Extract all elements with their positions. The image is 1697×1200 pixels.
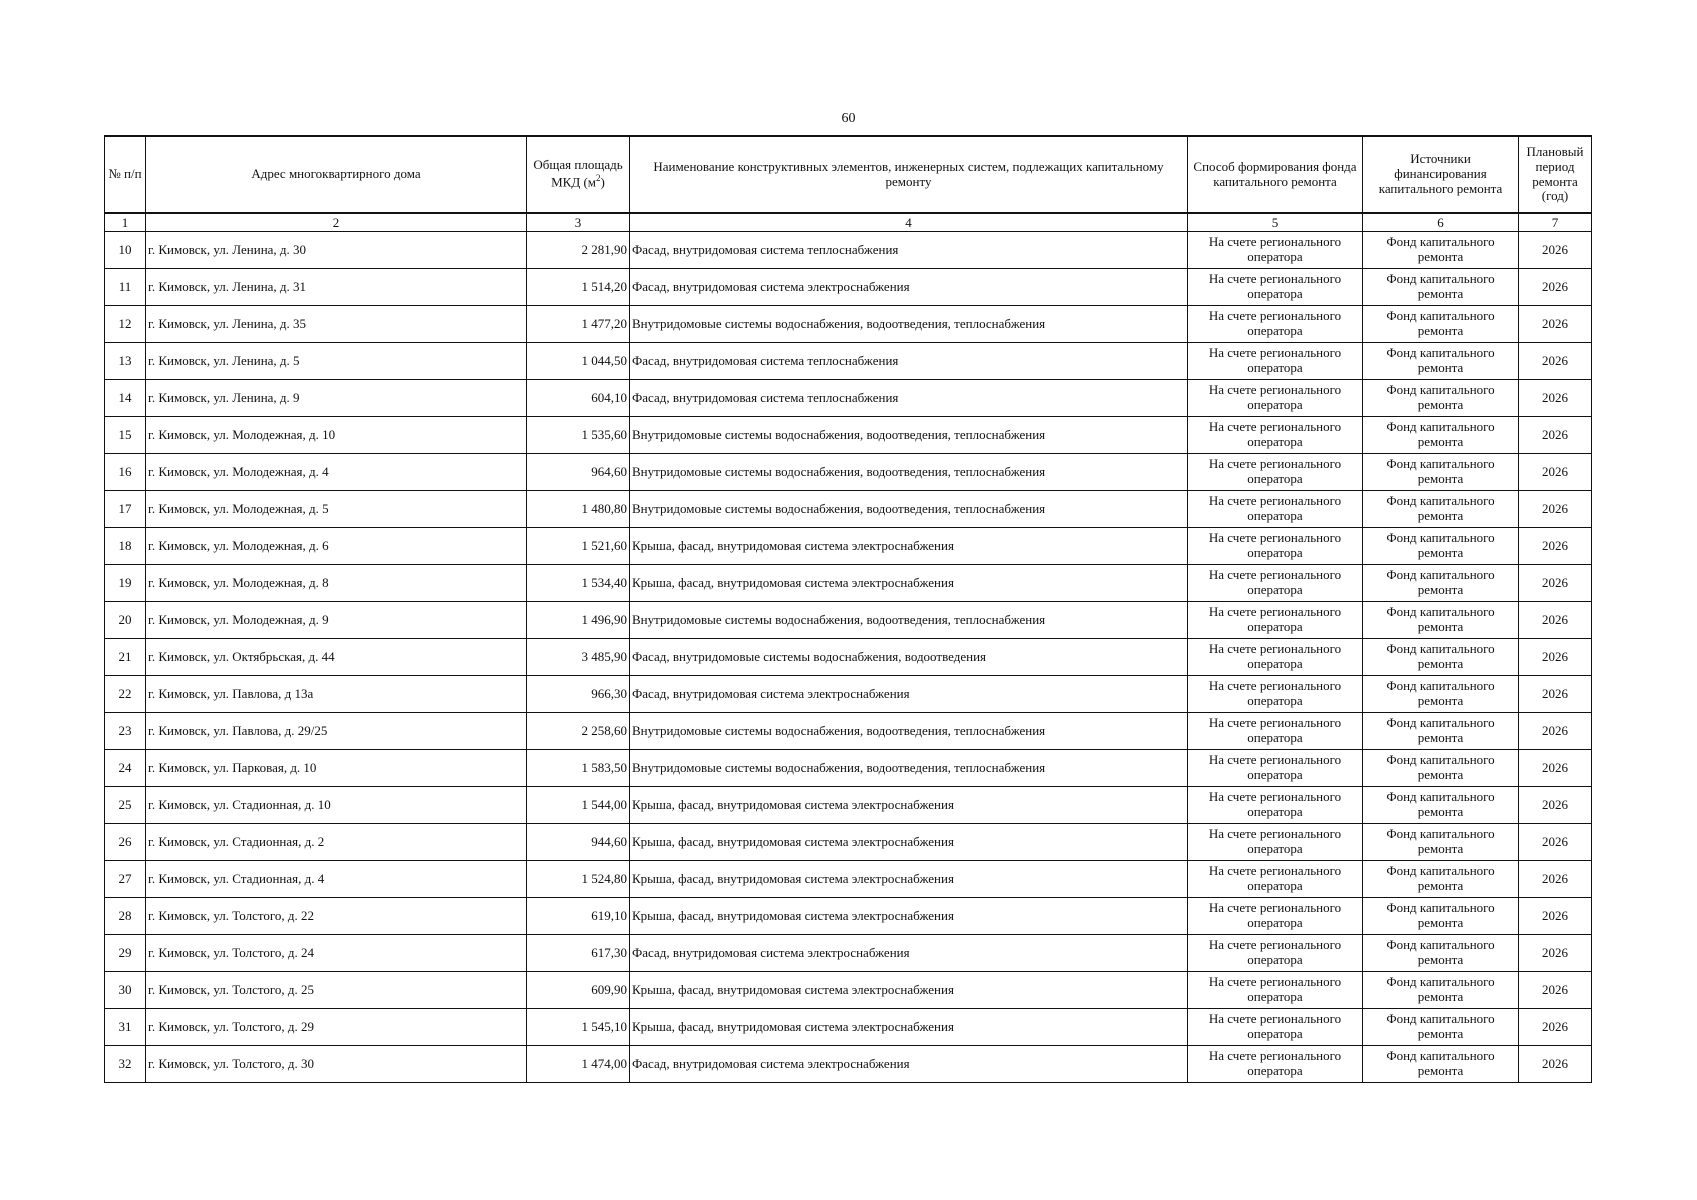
table-row (105, 898, 1592, 935)
address-cell: г. Кимовск, ул. Молодежная, д. 4 (146, 454, 527, 491)
method-cell: На счете регионального оператора (1188, 528, 1363, 565)
table-row (105, 528, 1592, 565)
source-cell: Фонд капитального ремонта (1363, 306, 1519, 343)
address-cell: г. Кимовск, ул. Ленина, д. 9 (146, 380, 527, 417)
source-cell: Фонд капитального ремонта (1363, 454, 1519, 491)
year-cell: 2026 (1519, 380, 1592, 417)
method-cell: На счете регионального оператора (1188, 343, 1363, 380)
table-row (105, 787, 1592, 824)
elements-cell: Внутридомовые системы водоснабжения, водоотведения, теплоснабжения (630, 750, 1188, 787)
column-number: 3 (527, 213, 630, 232)
row-number: 10 (105, 232, 146, 269)
year-cell: 2026 (1519, 565, 1592, 602)
area-cell: 1 544,00 (527, 787, 630, 824)
year-cell: 2026 (1519, 454, 1592, 491)
row-number: 23 (105, 713, 146, 750)
address-cell: г. Кимовск, ул. Ленина, д. 31 (146, 269, 527, 306)
address-cell: г. Кимовск, ул. Парковая, д. 10 (146, 750, 527, 787)
year-cell: 2026 (1519, 713, 1592, 750)
area-cell: 1 524,80 (527, 861, 630, 898)
area-cell: 1 474,00 (527, 1046, 630, 1083)
elements-cell: Фасад, внутридомовая система электроснабжения (630, 269, 1188, 306)
row-number: 11 (105, 269, 146, 306)
area-cell: 1 514,20 (527, 269, 630, 306)
address-cell: г. Кимовск, ул. Ленина, д. 5 (146, 343, 527, 380)
table-row (105, 602, 1592, 639)
header-address: Адрес многоквартирного дома (146, 136, 527, 213)
row-number: 17 (105, 491, 146, 528)
table-row (105, 639, 1592, 676)
table-row (105, 380, 1592, 417)
row-number: 22 (105, 676, 146, 713)
method-cell: На счете регионального оператора (1188, 935, 1363, 972)
address-cell: г. Кимовск, ул. Толстого, д. 30 (146, 1046, 527, 1083)
address-cell: г. Кимовск, ул. Стадионная, д. 4 (146, 861, 527, 898)
year-cell: 2026 (1519, 528, 1592, 565)
elements-cell: Фасад, внутридомовая система теплоснабжения (630, 232, 1188, 269)
table-row (105, 972, 1592, 1009)
row-number: 18 (105, 528, 146, 565)
method-cell: На счете регионального оператора (1188, 713, 1363, 750)
address-cell: г. Кимовск, ул. Молодежная, д. 9 (146, 602, 527, 639)
elements-cell: Фасад, внутридомовая система электроснабжения (630, 1046, 1188, 1083)
address-cell: г. Кимовск, ул. Толстого, д. 25 (146, 972, 527, 1009)
area-cell: 1 583,50 (527, 750, 630, 787)
source-cell: Фонд капитального ремонта (1363, 861, 1519, 898)
source-cell: Фонд капитального ремонта (1363, 750, 1519, 787)
area-cell: 619,10 (527, 898, 630, 935)
row-number: 14 (105, 380, 146, 417)
source-cell: Фонд капитального ремонта (1363, 1009, 1519, 1046)
year-cell: 2026 (1519, 824, 1592, 861)
row-number: 30 (105, 972, 146, 1009)
address-cell: г. Кимовск, ул. Толстого, д. 24 (146, 935, 527, 972)
area-cell: 1 535,60 (527, 417, 630, 454)
year-cell: 2026 (1519, 935, 1592, 972)
row-number: 31 (105, 1009, 146, 1046)
address-cell: г. Кимовск, ул. Стадионная, д. 2 (146, 824, 527, 861)
table-row (105, 269, 1592, 306)
row-number: 28 (105, 898, 146, 935)
year-cell: 2026 (1519, 972, 1592, 1009)
source-cell: Фонд капитального ремонта (1363, 565, 1519, 602)
elements-cell: Фасад, внутридомовая система теплоснабжения (630, 380, 1188, 417)
address-cell: г. Кимовск, ул. Молодежная, д. 10 (146, 417, 527, 454)
source-cell: Фонд капитального ремонта (1363, 676, 1519, 713)
elements-cell: Внутридомовые системы водоснабжения, водоотведения, теплоснабжения (630, 491, 1188, 528)
method-cell: На счете регионального оператора (1188, 639, 1363, 676)
elements-cell: Крыша, фасад, внутридомовая система электроснабжения (630, 972, 1188, 1009)
table-row (105, 417, 1592, 454)
elements-cell: Крыша, фасад, внутридомовая система электроснабжения (630, 898, 1188, 935)
source-cell: Фонд капитального ремонта (1363, 380, 1519, 417)
method-cell: На счете регионального оператора (1188, 454, 1363, 491)
year-cell: 2026 (1519, 269, 1592, 306)
source-cell: Фонд капитального ремонта (1363, 528, 1519, 565)
elements-cell: Крыша, фасад, внутридомовая система электроснабжения (630, 861, 1188, 898)
elements-cell: Фасад, внутридомовая система электроснабжения (630, 676, 1188, 713)
method-cell: На счете регионального оператора (1188, 232, 1363, 269)
area-cell: 3 485,90 (527, 639, 630, 676)
year-cell: 2026 (1519, 417, 1592, 454)
source-cell: Фонд капитального ремонта (1363, 935, 1519, 972)
table-row (105, 676, 1592, 713)
elements-cell: Фасад, внутридомовая система электроснабжения (630, 935, 1188, 972)
area-cell: 1 534,40 (527, 565, 630, 602)
elements-cell: Крыша, фасад, внутридомовая система электроснабжения (630, 824, 1188, 861)
table-row (105, 232, 1592, 269)
method-cell: На счете регионального оператора (1188, 491, 1363, 528)
source-cell: Фонд капитального ремонта (1363, 269, 1519, 306)
address-cell: г. Кимовск, ул. Павлова, д. 29/25 (146, 713, 527, 750)
method-cell: На счете регионального оператора (1188, 1046, 1363, 1083)
year-cell: 2026 (1519, 676, 1592, 713)
year-cell: 2026 (1519, 491, 1592, 528)
year-cell: 2026 (1519, 306, 1592, 343)
source-cell: Фонд капитального ремонта (1363, 1046, 1519, 1083)
table-row (105, 824, 1592, 861)
elements-cell: Внутридомовые системы водоснабжения, водоотведения, теплоснабжения (630, 454, 1188, 491)
elements-cell: Внутридомовые системы водоснабжения, водоотведения, теплоснабжения (630, 306, 1188, 343)
address-cell: г. Кимовск, ул. Павлова, д 13а (146, 676, 527, 713)
method-cell: На счете регионального оператора (1188, 602, 1363, 639)
elements-cell: Крыша, фасад, внутридомовая система электроснабжения (630, 565, 1188, 602)
column-number: 6 (1363, 213, 1519, 232)
area-cell: 1 480,80 (527, 491, 630, 528)
table-header-row (105, 136, 1592, 213)
source-cell: Фонд капитального ремонта (1363, 972, 1519, 1009)
header-num: № п/п (105, 136, 146, 213)
address-cell: г. Кимовск, ул. Молодежная, д. 6 (146, 528, 527, 565)
area-cell: 1 545,10 (527, 1009, 630, 1046)
page-number: 60 (841, 111, 856, 126)
year-cell: 2026 (1519, 1009, 1592, 1046)
address-cell: г. Кимовск, ул. Ленина, д. 35 (146, 306, 527, 343)
method-cell: На счете регионального оператора (1188, 1009, 1363, 1046)
header-source: Источники финансирования капитального ремонта (1363, 136, 1519, 213)
address-cell: г. Кимовск, ул. Ленина, д. 30 (146, 232, 527, 269)
table-row (105, 565, 1592, 602)
header-elements: Наименование конструктивных элементов, инженерных систем, подлежащих капитальному ремонту (630, 136, 1188, 213)
year-cell: 2026 (1519, 750, 1592, 787)
year-cell: 2026 (1519, 861, 1592, 898)
method-cell: На счете регионального оператора (1188, 861, 1363, 898)
area-cell: 1 496,90 (527, 602, 630, 639)
elements-cell: Фасад, внутридомовая система теплоснабжения (630, 343, 1188, 380)
address-cell: г. Кимовск, ул. Стадионная, д. 10 (146, 787, 527, 824)
year-cell: 2026 (1519, 787, 1592, 824)
elements-cell: Крыша, фасад, внутридомовая система электроснабжения (630, 1009, 1188, 1046)
year-cell: 2026 (1519, 343, 1592, 380)
address-cell: г. Кимовск, ул. Молодежная, д. 8 (146, 565, 527, 602)
elements-cell: Внутридомовые системы водоснабжения, водоотведения, теплоснабжения (630, 713, 1188, 750)
row-number: 19 (105, 565, 146, 602)
source-cell: Фонд капитального ремонта (1363, 787, 1519, 824)
year-cell: 2026 (1519, 1046, 1592, 1083)
elements-cell: Крыша, фасад, внутридомовая система электроснабжения (630, 787, 1188, 824)
method-cell: На счете регионального оператора (1188, 898, 1363, 935)
column-number: 5 (1188, 213, 1363, 232)
table-row (105, 713, 1592, 750)
row-number: 24 (105, 750, 146, 787)
area-cell: 604,10 (527, 380, 630, 417)
address-cell: г. Кимовск, ул. Октябрьская, д. 44 (146, 639, 527, 676)
table-row (105, 1009, 1592, 1046)
method-cell: На счете регионального оператора (1188, 417, 1363, 454)
method-cell: На счете регионального оператора (1188, 565, 1363, 602)
row-number: 32 (105, 1046, 146, 1083)
area-cell: 966,30 (527, 676, 630, 713)
year-cell: 2026 (1519, 898, 1592, 935)
source-cell: Фонд капитального ремонта (1363, 824, 1519, 861)
table-row (105, 750, 1592, 787)
elements-cell: Крыша, фасад, внутридомовая система электроснабжения (630, 528, 1188, 565)
row-number: 20 (105, 602, 146, 639)
row-number: 21 (105, 639, 146, 676)
column-number: 1 (105, 213, 146, 232)
method-cell: На счете регионального оператора (1188, 380, 1363, 417)
elements-cell: Внутридомовые системы водоснабжения, водоотведения, теплоснабжения (630, 602, 1188, 639)
column-number-row (105, 213, 1592, 232)
area-cell: 1 477,20 (527, 306, 630, 343)
method-cell: На счете регионального оператора (1188, 269, 1363, 306)
row-number: 29 (105, 935, 146, 972)
source-cell: Фонд капитального ремонта (1363, 713, 1519, 750)
source-cell: Фонд капитального ремонта (1363, 898, 1519, 935)
method-cell: На счете регионального оператора (1188, 972, 1363, 1009)
header-area-unit-sup: 2 (596, 173, 601, 184)
area-cell: 944,60 (527, 824, 630, 861)
source-cell: Фонд капитального ремонта (1363, 343, 1519, 380)
row-number: 12 (105, 306, 146, 343)
source-cell: Фонд капитального ремонта (1363, 639, 1519, 676)
source-cell: Фонд капитального ремонта (1363, 232, 1519, 269)
header-area (527, 136, 630, 213)
area-cell: 2 281,90 (527, 232, 630, 269)
column-number: 7 (1519, 213, 1592, 232)
table-row (105, 491, 1592, 528)
header-period: Плановый период ремонта (год) (1519, 136, 1592, 213)
row-number: 13 (105, 343, 146, 380)
row-number: 15 (105, 417, 146, 454)
year-cell: 2026 (1519, 602, 1592, 639)
address-cell: г. Кимовск, ул. Толстого, д. 29 (146, 1009, 527, 1046)
table-row (105, 306, 1592, 343)
method-cell: На счете регионального оператора (1188, 787, 1363, 824)
header-method: Способ формирования фонда капитального ремонта (1188, 136, 1363, 213)
method-cell: На счете регионального оператора (1188, 824, 1363, 861)
table-row (105, 861, 1592, 898)
method-cell: На счете регионального оператора (1188, 750, 1363, 787)
row-number: 27 (105, 861, 146, 898)
method-cell: На счете регионального оператора (1188, 676, 1363, 713)
repair-program-table (104, 135, 1592, 1083)
area-cell: 1 044,50 (527, 343, 630, 380)
year-cell: 2026 (1519, 639, 1592, 676)
table-body (105, 232, 1592, 1083)
table-row (105, 454, 1592, 491)
area-cell: 609,90 (527, 972, 630, 1009)
area-cell: 617,30 (527, 935, 630, 972)
row-number: 16 (105, 454, 146, 491)
elements-cell: Фасад, внутридомовые системы водоснабжения, водоотведения (630, 639, 1188, 676)
address-cell: г. Кимовск, ул. Молодежная, д. 5 (146, 491, 527, 528)
column-number: 4 (630, 213, 1188, 232)
year-cell: 2026 (1519, 232, 1592, 269)
area-cell: 964,60 (527, 454, 630, 491)
header-area-close: ) (600, 174, 605, 190)
method-cell: На счете регионального оператора (1188, 306, 1363, 343)
row-number: 26 (105, 824, 146, 861)
source-cell: Фонд капитального ремонта (1363, 417, 1519, 454)
table-row (105, 343, 1592, 380)
address-cell: г. Кимовск, ул. Толстого, д. 22 (146, 898, 527, 935)
row-number: 25 (105, 787, 146, 824)
column-number: 2 (146, 213, 527, 232)
source-cell: Фонд капитального ремонта (1363, 602, 1519, 639)
header-area-label: Общая площадь МКД (м (533, 157, 623, 190)
table-row (105, 1046, 1592, 1083)
area-cell: 1 521,60 (527, 528, 630, 565)
table-row (105, 935, 1592, 972)
source-cell: Фонд капитального ремонта (1363, 491, 1519, 528)
elements-cell: Внутридомовые системы водоснабжения, водоотведения, теплоснабжения (630, 417, 1188, 454)
area-cell: 2 258,60 (527, 713, 630, 750)
